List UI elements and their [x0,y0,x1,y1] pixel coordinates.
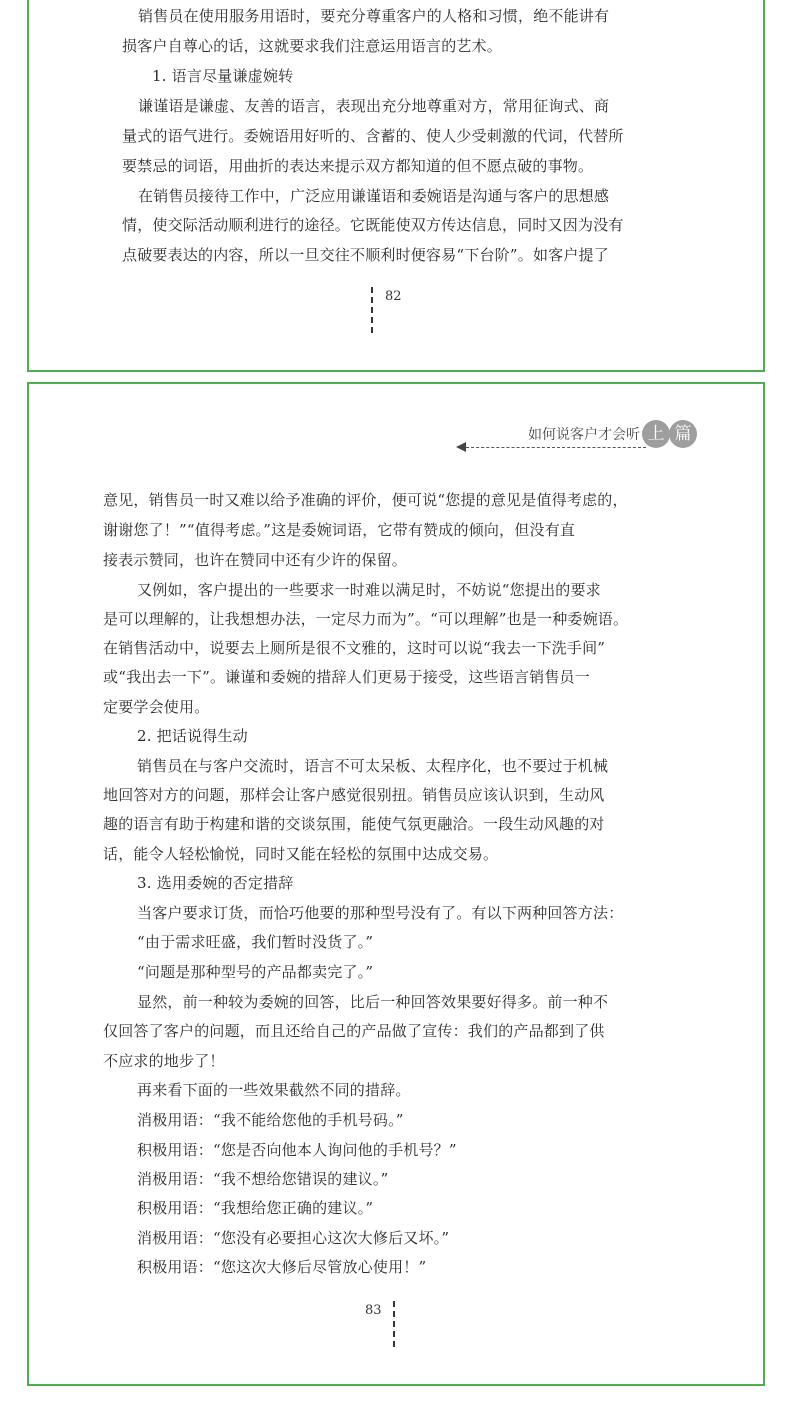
section-badge-shang: 上 [642,420,670,448]
text-line: 在销售活动中，说要去上厕所是很不文雅的，这时可以说“我去一下洗手间” [103,639,606,657]
text-line: 损客户自尊心的话，这就要求我们注意运用语言的艺术。 [122,37,503,55]
text-line: 消极用语：“我不能给您他的手机号码。” [137,1111,404,1129]
header-dashed-line [466,447,646,448]
text-line: 显然，前一种较为委婉的回答，比后一种回答效果要好得多。前一种不 [137,993,609,1011]
text-line: 话，能令人轻松愉悦，同时又能在轻松的氛围中达成交易。 [103,845,499,863]
text-line: 点破要表达的内容，所以一旦交往不顺利时便容易“下台阶”。如客户提了 [122,246,609,264]
text-line: 在销售员接待工作中，广泛应用谦谨语和委婉语是沟通与客户的思想感 [138,187,610,205]
chapter-header [440,420,700,460]
page-number-83: 83 [365,1303,382,1318]
text-line: 1. 语言尽量谦虚婉转 [152,67,294,85]
text-line: “由于需求旺盛，我们暂时没货了。” [137,933,374,951]
text-line: 积极用语：“您是否向他本人询问他的手机号？” [137,1141,457,1159]
text-line: 再来看下面的一些效果截然不同的措辞。 [137,1081,411,1099]
text-line: 意见，销售员一时又难以给予准确的评价，便可说“您提的意见是值得考虑的， [103,491,628,509]
text-line: 仅回答了客户的问题，而且还给自己的产品做了宣传：我们的产品都到了供 [103,1022,605,1040]
text-line: 要禁忌的词语，用曲折的表达来提示双方都知道的但不愿点破的事物。 [122,157,594,175]
text-line: 量式的语气进行。委婉语用好听的、含蓄的、使人少受刺激的代词，代替所 [122,127,624,145]
text-line: 地回答对方的问题，那样会让客户感觉很别扭。销售员应该认识到，生动风 [103,786,605,804]
text-line: 定要学会使用。 [103,698,210,716]
text-line: 消极用语：“我不想给您错误的建议。” [137,1170,389,1188]
page-number-divider [371,287,373,333]
text-line: 2. 把话说得生动 [137,727,248,745]
text-line: 或“我出去一下”。谦谨和委婉的措辞人们更易于接受，这些语言销售员一 [103,668,590,686]
page-number-82: 82 [385,289,402,304]
text-line: 不应求的地步了！ [103,1052,225,1070]
text-line: 消极用语：“您没有必要担心这次大修后又坏。” [137,1229,450,1247]
text-line: 谢谢您了！”“值得考虑。”这是委婉词语，它带有赞成的倾向，但没有直 [103,521,576,539]
text-line: 销售员在与客户交流时，语言不可太呆板、太程序化，也不要过于机械 [137,757,609,775]
text-line: 谦谨语是谦虚、友善的语言，表现出充分地尊重对方，常用征询式、商 [138,97,610,115]
text-line: 接表示赞同，也许在赞同中还有少许的保留。 [103,551,408,569]
text-line: 情，使交际活动顺利进行的途径。它既能使双方传达信息，同时又因为没有 [122,216,624,234]
text-line: 积极用语：“您这次大修后尽管放心使用！” [137,1258,427,1276]
text-line: 又例如，客户提出的一些要求一时难以满足时，不妨说“您提出的要求 [137,581,601,599]
text-line: 是可以理解的，让我想想办法，一定尽力而为”。“可以理解”也是一种委婉语。 [103,610,629,628]
text-line: 趣的语言有助于构建和谐的交谈氛围，能使气氛更融洽。一段生动风趣的对 [103,815,605,833]
text-line: 积极用语：“我想给您正确的建议。” [137,1199,374,1217]
arrow-left-icon [456,442,466,452]
chapter-title: 如何说客户才会听 [528,427,640,443]
page-number-divider [393,1301,395,1347]
text-line: 销售员在使用服务用语时，要充分尊重客户的人格和习惯，绝不能讲有 [138,7,610,25]
section-badge-pian: 篇 [669,420,697,448]
text-line: 3. 选用委婉的否定措辞 [137,874,294,892]
text-line: “问题是那种型号的产品都卖完了。” [137,963,374,981]
text-line: 当客户要求订货，而恰巧他要的那种型号没有了。有以下两种回答方法： [137,904,624,922]
